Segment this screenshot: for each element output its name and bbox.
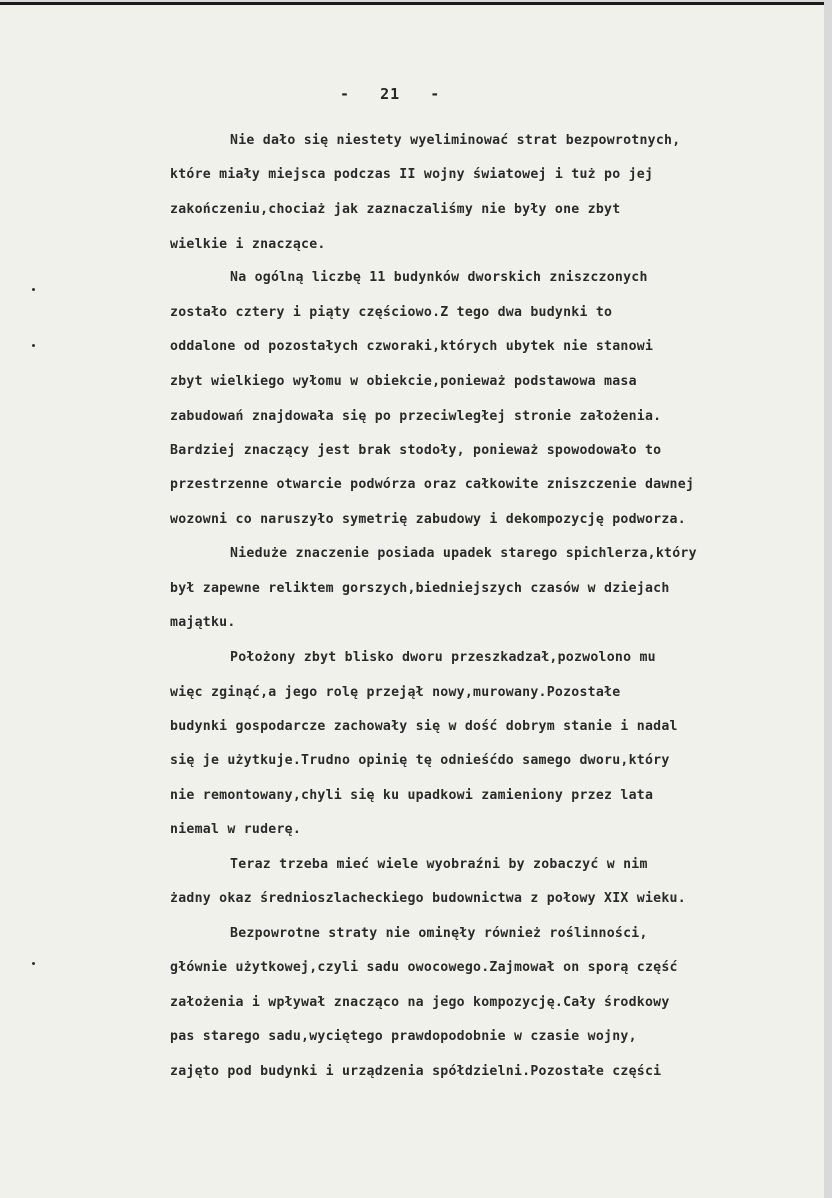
- text-line: zakończeniu,chociaż jak zaznaczaliśmy nie były one zbyt: [170, 202, 621, 217]
- text-line: Nie dało się niestety wyeliminować strat bezpowrotnych,: [230, 133, 681, 148]
- text-line: więc zginąć,a jego rolę przejął nowy,murowany.Pozostałe: [170, 685, 621, 700]
- text-line: przestrzenne otwarcie podwórza oraz całkowite zniszczenie dawnej: [170, 477, 695, 492]
- text-line: Bezpowrotne straty nie ominęły również roślinności,: [230, 926, 648, 941]
- text-line: zostało cztery i piąty częściowo.Z tego dwa budynki to: [170, 305, 613, 320]
- text-line: zbyt wielkiego wyłomu w obiekcie,ponieważ podstawowa masa: [170, 374, 637, 389]
- text-line: niemal w ruderę.: [170, 822, 302, 837]
- document-page: [0, 2, 824, 1198]
- margin-mark: [32, 288, 35, 291]
- text-line: był zapewne reliktem gorszych,biedniejszych czasów w dziejach: [170, 581, 670, 596]
- margin-mark: [32, 344, 35, 347]
- text-line: założenia i wpływał znacząco na jego kompozycję.Cały środkowy: [170, 995, 670, 1010]
- text-line: się je użytkuje.Trudno opinię tę odnieśćdo samego dworu,który: [170, 753, 670, 768]
- text-line: głównie użytkowej,czyli sadu owocowego.Zajmował on sporą część: [170, 960, 678, 975]
- text-line: majątku.: [170, 615, 236, 630]
- text-line: nie remontowany,chyli się ku upadkowi zamieniony przez lata: [170, 788, 654, 803]
- text-line: wielkie i znaczące.: [170, 237, 326, 252]
- text-line: zabudowań znajdowała się po przeciwległej stronie założenia.: [170, 409, 662, 424]
- text-line: Na ogólną liczbę 11 budynków dworskich zniszczonych: [230, 270, 648, 285]
- margin-mark: [32, 962, 35, 965]
- text-line: budynki gospodarcze zachowały się w dość dobrym stanie i nadal: [170, 719, 678, 734]
- text-line: Położony zbyt blisko dworu przeszkadzał,pozwolono mu: [230, 650, 656, 665]
- text-line: Bardziej znaczący jest brak stodoły, ponieważ spowodowało to: [170, 443, 662, 458]
- text-line: zajęto pod budynki i urządzenia spółdzielni.Pozostałe części: [170, 1064, 662, 1079]
- text-line: które miały miejsca podczas II wojny światowej i tuż po jej: [170, 167, 654, 182]
- text-line: oddalone od pozostałych czworaki,których ubytek nie stanowi: [170, 339, 654, 354]
- text-line: Nieduże znaczenie posiada upadek starego spichlerza,który: [230, 546, 697, 561]
- text-line: wozowni co naruszyło symetrię zabudowy i dekompozycję podworza.: [170, 512, 686, 527]
- text-line: Teraz trzeba mieć wiele wyobraźni by zobaczyć w nim: [230, 857, 648, 872]
- text-line: pas starego sadu,wyciętego prawdopodobnie w czasie wojny,: [170, 1029, 637, 1044]
- page-number: - 21 -: [340, 85, 441, 103]
- text-line: żadny okaz średnioszlacheckiego budownictwa z połowy XIX wieku.: [170, 891, 686, 906]
